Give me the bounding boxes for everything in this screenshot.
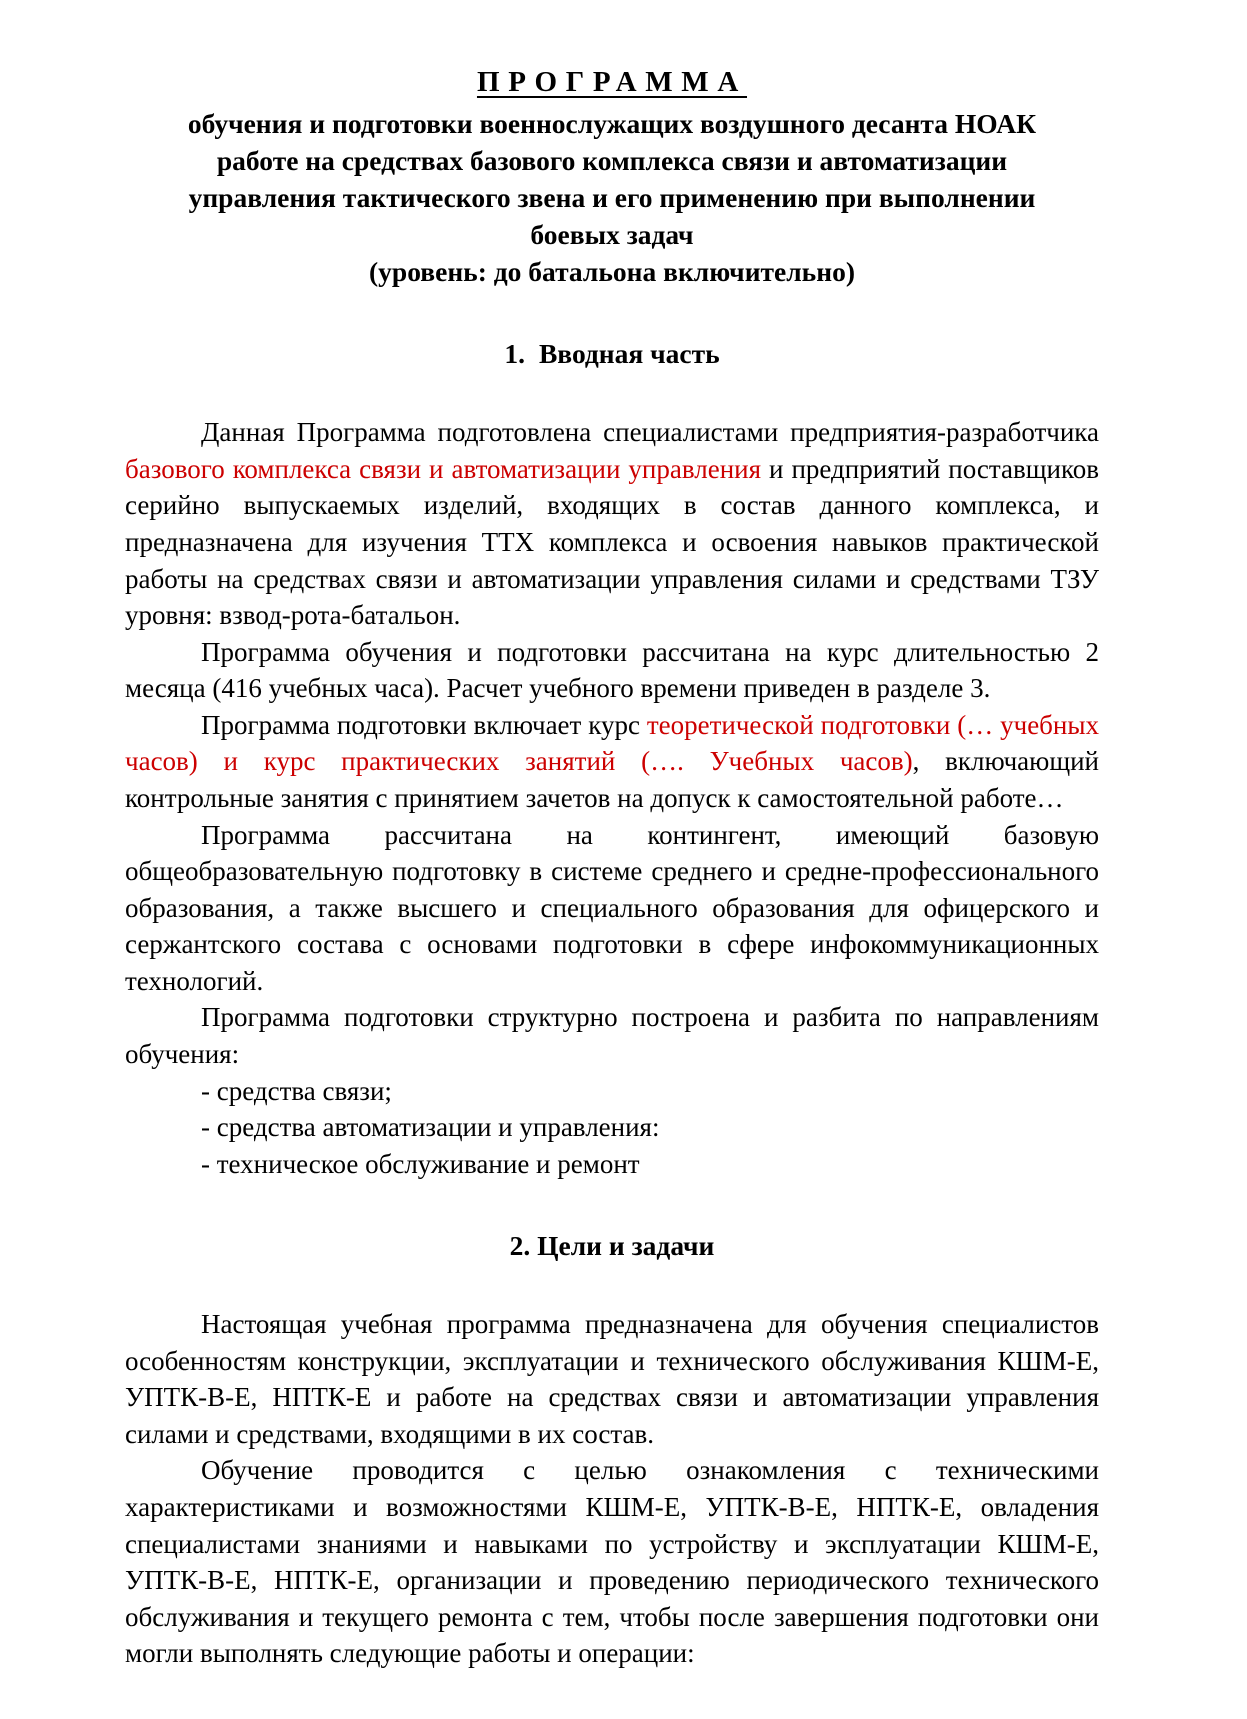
section-1-paragraph-2: [125, 634, 1099, 707]
section-1-directions-list: [125, 1073, 1099, 1183]
document-title: ПРОГРАММА: [476, 66, 748, 98]
section-1-title: Вводная часть: [538, 338, 720, 370]
title-block: [125, 64, 1099, 290]
section-1-paragraph-3: [125, 707, 1099, 817]
highlighted-text-run: базового комплекса связи и автоматизации управления: [125, 453, 762, 484]
section-2-paragraph-1: [125, 1306, 1099, 1452]
document-subtitle-line-1: обучения и подготовки военнослужащих воздушного десанта НОАК: [187, 108, 1037, 140]
text-run: Настоящая учебная программа предназначена для обучения специалистов особенностям конструкции, эксплуатации и технического обслуживания КШМ-Е, УПТК-В-Е, НПТК-Е и работе на средствах связи и автоматизации управления силами и средствами, входящими в их состав.: [125, 1309, 1099, 1449]
document-subtitle-line-3: управления тактического звена и его применению при выполнении: [188, 181, 1036, 213]
section-2: [125, 1228, 1099, 1672]
document-subtitle-line-4: боевых задач: [530, 218, 694, 250]
document-subtitle-line-2: работе на средствах базового комплекса связи и автоматизации: [216, 145, 1008, 177]
section-1-paragraph-1: [125, 414, 1099, 633]
text-run: Обучение проводится с целью ознакомления с техническими характеристиками и возможностями КШМ-Е, УПТК-В-Е, НПТК-Е, овладения специалистами знаниями и навыками по устройству и эксплуатации КШМ-Е, УПТК-В-Е, НПТК-Е, организации и проведению периодического технического обслуживания и текущего ремонта с тем, чтобы после завершения подготовки они могли выполнять следующие работы и операции:: [125, 1455, 1099, 1669]
list-item: - средства автоматизации и управления:: [201, 1112, 660, 1143]
list-item: - техническое обслуживание и ремонт: [201, 1148, 640, 1179]
section-1-paragraph-4: [125, 817, 1099, 1000]
section-1-paragraph-5: [125, 999, 1099, 1072]
text-run: Данная Программа подготовлена специалистами предприятия-разработчика: [201, 417, 1099, 448]
document-level-line: (уровень: до батальона включительно): [369, 255, 855, 287]
highlighted-text-run: теоретической подготовки (… учебных часов) и курс практических занятий (…. Учебных часов): [125, 709, 1099, 777]
section-1-number: 1.: [504, 338, 525, 370]
text-run: Программа обучения и подготовки рассчитана на курс длительностью 2 месяца (416 учебных часа). Расчет учебного времени приведен в разделе 3.: [125, 636, 1099, 704]
text-run: и предприятий поставщиков серийно выпускаемых изделий, входящих в состав данного комплекса, и предназначена для изучения ТТХ комплекса и освоения навыков практической работы на средствах связи и автоматизации управления силами и средствами ТЗУ уровня: взвод-рота-батальон.: [125, 453, 1099, 631]
section-2-heading: 2. Цели и задачи: [509, 1230, 715, 1262]
text-run: Программа рассчитана на контингент, имеющий базовую общеобразовательную подготовку в системе среднего и средне-профессионального образования, а также высшего и специального образования для офицерского и сержантского состава с основами подготовки в сфере инфокоммуникационных технологий.: [125, 819, 1099, 996]
text-run: , включающий контрольные занятия с принятием зачетов на допуск к самостоятельной работе…: [125, 746, 1100, 813]
section-1: [125, 336, 1099, 1182]
text-run: Программа подготовки включает курс: [201, 709, 647, 740]
text-run: Программа подготовки структурно построена и разбита по направлениям обучения:: [125, 1002, 1099, 1070]
list-item: - средства связи;: [201, 1075, 392, 1106]
section-1-heading: [125, 336, 1099, 372]
section-2-paragraph-2: [125, 1452, 1099, 1671]
